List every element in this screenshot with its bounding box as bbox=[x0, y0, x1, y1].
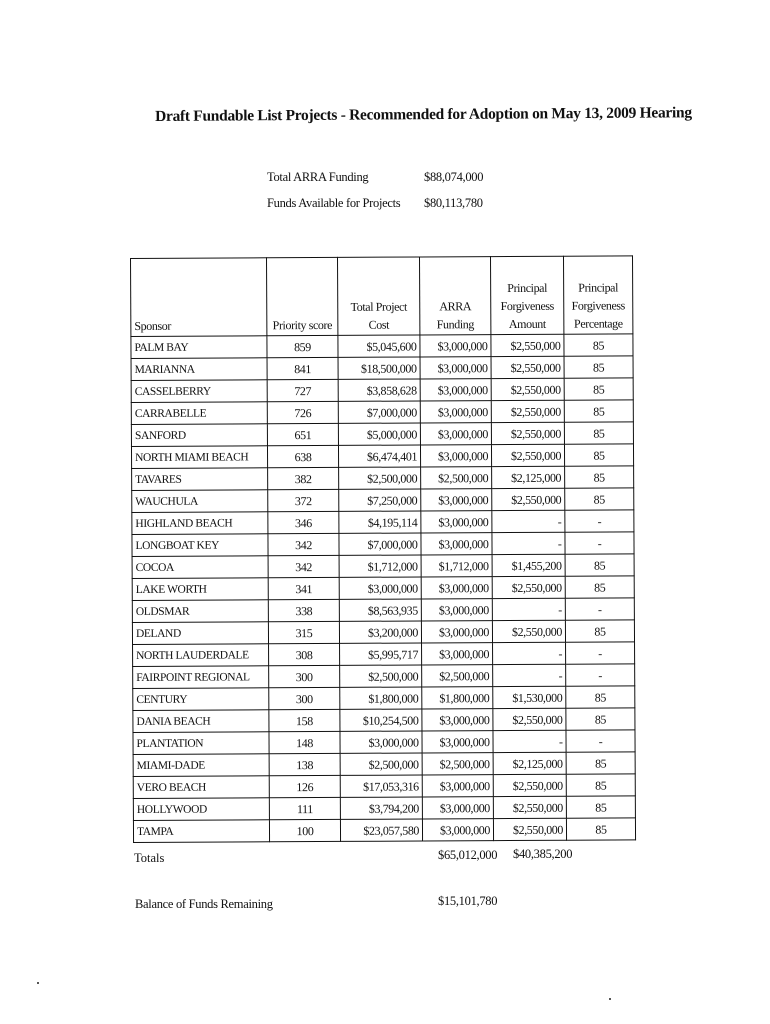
cell-arra-funding: $3,000,000 bbox=[422, 797, 493, 819]
table-row bbox=[133, 642, 635, 667]
cell-sponsor: TAVARES bbox=[132, 468, 268, 491]
cell-total-project-cost: $8,563,935 bbox=[339, 599, 421, 621]
header-total-project-cost: Total Project Cost bbox=[337, 257, 419, 335]
cell-priority-score: 638 bbox=[267, 445, 338, 467]
cell-total-project-cost: $17,053,316 bbox=[340, 775, 422, 797]
cell-priority-score: 372 bbox=[268, 489, 339, 511]
cell-pf-percentage: 85 bbox=[566, 708, 635, 730]
cell-pf-amount: $2,550,000 bbox=[493, 796, 566, 818]
cell-pf-amount: - bbox=[493, 642, 566, 664]
cell-pf-percentage: - bbox=[566, 642, 635, 664]
cell-arra-funding: $3,000,000 bbox=[420, 423, 491, 445]
table-row bbox=[133, 774, 635, 799]
cell-pf-amount: $1,455,200 bbox=[492, 554, 565, 576]
cell-sponsor: MARIANNA bbox=[131, 358, 267, 381]
cell-priority-score: 727 bbox=[267, 379, 338, 401]
cell-pf-percentage: 85 bbox=[565, 554, 634, 576]
table-row bbox=[132, 532, 634, 557]
cell-sponsor: VERO BEACH bbox=[133, 776, 269, 799]
cell-sponsor: CASSELBERRY bbox=[131, 380, 267, 403]
cell-total-project-cost: $5,995,717 bbox=[340, 643, 422, 665]
cell-sponsor: MIAMI-DADE bbox=[133, 754, 269, 777]
table-row bbox=[133, 730, 635, 755]
cell-sponsor: PLANTATION bbox=[133, 732, 269, 755]
cell-sponsor: NORTH LAUDERDALE bbox=[133, 644, 269, 667]
cell-priority-score: 341 bbox=[268, 577, 339, 599]
cell-pf-amount: $2,550,000 bbox=[492, 620, 565, 642]
cell-pf-amount: $1,530,000 bbox=[493, 686, 566, 708]
cell-pf-amount: $2,125,000 bbox=[493, 752, 566, 774]
cell-total-project-cost: $3,200,000 bbox=[339, 621, 421, 643]
cell-pf-percentage: - bbox=[566, 730, 635, 752]
cell-total-project-cost: $3,858,628 bbox=[338, 379, 420, 401]
table-row bbox=[133, 752, 635, 777]
cell-total-project-cost: $18,500,000 bbox=[338, 357, 420, 379]
total-funding-label: Total ARRA Funding bbox=[267, 169, 369, 184]
cell-total-project-cost: $10,254,500 bbox=[340, 709, 422, 731]
cell-pf-amount: $2,125,000 bbox=[492, 466, 565, 488]
cell-total-project-cost: $2,500,000 bbox=[340, 753, 422, 775]
cell-total-project-cost: $2,500,000 bbox=[340, 665, 422, 687]
cell-arra-funding: $2,500,000 bbox=[422, 753, 493, 775]
table-row bbox=[133, 708, 635, 733]
cell-total-project-cost: $23,057,580 bbox=[340, 819, 422, 841]
cell-arra-funding: $3,000,000 bbox=[420, 379, 491, 401]
scan-speck bbox=[37, 982, 39, 984]
cell-arra-funding: $3,000,000 bbox=[421, 489, 492, 511]
totals-pf-amount: $40,385,200 bbox=[513, 847, 573, 861]
cell-pf-percentage: 85 bbox=[564, 356, 633, 378]
cell-priority-score: 651 bbox=[267, 423, 338, 445]
cell-arra-funding: $3,000,000 bbox=[421, 511, 492, 533]
cell-pf-percentage: 85 bbox=[565, 466, 634, 488]
table-row bbox=[133, 796, 635, 821]
cell-priority-score: 138 bbox=[269, 753, 340, 775]
cell-total-project-cost: $7,000,000 bbox=[339, 533, 421, 555]
cell-priority-score: 342 bbox=[268, 555, 339, 577]
cell-priority-score: 338 bbox=[268, 599, 339, 621]
header-pf-percentage: Principal Forgiveness Percentage bbox=[563, 256, 632, 334]
balance-label: Balance of Funds Remaining bbox=[135, 897, 273, 911]
cell-sponsor: COCOA bbox=[132, 556, 268, 579]
total-funding-row bbox=[267, 164, 504, 190]
cell-priority-score: 300 bbox=[269, 665, 340, 687]
table-row bbox=[132, 554, 634, 579]
cell-priority-score: 300 bbox=[269, 687, 340, 709]
cell-arra-funding: $3,000,000 bbox=[420, 401, 491, 423]
cell-pf-percentage: 85 bbox=[565, 620, 634, 642]
cell-pf-percentage: 85 bbox=[564, 378, 633, 400]
table-row bbox=[131, 378, 633, 403]
cell-pf-percentage: - bbox=[565, 598, 634, 620]
cell-total-project-cost: $3,000,000 bbox=[339, 577, 421, 599]
cell-arra-funding: $3,000,000 bbox=[421, 533, 492, 555]
cell-total-project-cost: $7,000,000 bbox=[338, 401, 420, 423]
cell-pf-percentage: 85 bbox=[566, 686, 635, 708]
header-pf-amount: Principal Forgiveness Amount bbox=[490, 256, 563, 334]
cell-sponsor: OLDSMAR bbox=[132, 600, 268, 623]
cell-pf-amount: - bbox=[492, 510, 565, 532]
table-row bbox=[133, 818, 635, 843]
cell-pf-amount: $2,550,000 bbox=[491, 334, 564, 356]
cell-sponsor: CENTURY bbox=[133, 688, 269, 711]
cell-pf-percentage: 85 bbox=[565, 576, 634, 598]
cell-sponsor: SANFORD bbox=[131, 424, 267, 447]
cell-pf-amount: - bbox=[492, 532, 565, 554]
table-header-row bbox=[131, 256, 633, 337]
cell-arra-funding: $3,000,000 bbox=[421, 621, 492, 643]
cell-pf-percentage: - bbox=[565, 510, 634, 532]
cell-sponsor: FAIRPOINT REGIONAL bbox=[133, 666, 269, 689]
cell-arra-funding: $3,000,000 bbox=[420, 445, 491, 467]
cell-pf-amount: $2,550,000 bbox=[493, 708, 566, 730]
table-row bbox=[132, 488, 634, 513]
header-priority-score: Priority score bbox=[267, 257, 338, 335]
cell-pf-amount: $2,550,000 bbox=[491, 378, 564, 400]
cell-pf-amount: - bbox=[493, 730, 566, 752]
cell-pf-amount: $2,550,000 bbox=[492, 576, 565, 598]
cell-pf-percentage: 85 bbox=[566, 796, 635, 818]
table-row bbox=[132, 510, 634, 535]
table-row bbox=[132, 576, 634, 601]
cell-pf-percentage: - bbox=[565, 532, 634, 554]
cell-arra-funding: $1,712,000 bbox=[421, 555, 492, 577]
cell-priority-score: 841 bbox=[267, 357, 338, 379]
cell-pf-percentage: 85 bbox=[565, 488, 634, 510]
cell-arra-funding: $3,000,000 bbox=[420, 335, 491, 357]
projects-table bbox=[130, 255, 636, 843]
cell-arra-funding: $3,000,000 bbox=[422, 731, 493, 753]
cell-pf-percentage: 85 bbox=[564, 334, 633, 356]
cell-total-project-cost: $3,794,200 bbox=[340, 797, 422, 819]
cell-pf-amount: - bbox=[492, 598, 565, 620]
table-row bbox=[131, 444, 633, 469]
table-body bbox=[131, 334, 636, 843]
table-row bbox=[133, 686, 635, 711]
table-row bbox=[132, 598, 634, 623]
cell-pf-amount: - bbox=[493, 664, 566, 686]
cell-priority-score: 126 bbox=[269, 775, 340, 797]
cell-sponsor: PALM BAY bbox=[131, 336, 267, 359]
cell-sponsor: DELAND bbox=[132, 622, 268, 645]
cell-priority-score: 315 bbox=[268, 621, 339, 643]
cell-priority-score: 111 bbox=[269, 797, 340, 819]
cell-pf-percentage: 85 bbox=[564, 400, 633, 422]
cell-total-project-cost: $6,474,401 bbox=[338, 445, 420, 467]
cell-pf-amount: $2,550,000 bbox=[493, 818, 566, 840]
cell-total-project-cost: $3,000,000 bbox=[340, 731, 422, 753]
cell-sponsor: LAKE WORTH bbox=[132, 578, 268, 601]
cell-priority-score: 859 bbox=[267, 335, 338, 357]
cell-total-project-cost: $5,000,000 bbox=[338, 423, 420, 445]
cell-pf-amount: $2,550,000 bbox=[491, 400, 564, 422]
available-funds-row bbox=[267, 190, 504, 216]
cell-pf-percentage: 85 bbox=[564, 422, 633, 444]
balance-value: $15,101,780 bbox=[438, 894, 498, 908]
cell-arra-funding: $3,000,000 bbox=[421, 599, 492, 621]
cell-sponsor: NORTH MIAMI BEACH bbox=[131, 446, 267, 469]
cell-total-project-cost: $7,250,000 bbox=[339, 489, 421, 511]
cell-pf-percentage: 85 bbox=[566, 818, 635, 840]
cell-priority-score: 308 bbox=[269, 643, 340, 665]
total-funding-value: $88,074,000 bbox=[424, 169, 484, 184]
page-title: Draft Fundable List Projects - Recommended for Adoption on May 13, 2009 Hearing bbox=[155, 104, 692, 125]
cell-sponsor: DANIA BEACH bbox=[133, 710, 269, 733]
cell-arra-funding: $2,500,000 bbox=[422, 665, 493, 687]
cell-arra-funding: $3,000,000 bbox=[422, 775, 493, 797]
cell-priority-score: 158 bbox=[269, 709, 340, 731]
cell-pf-percentage: - bbox=[566, 664, 635, 686]
cell-pf-amount: $2,550,000 bbox=[491, 356, 564, 378]
cell-arra-funding: $3,000,000 bbox=[422, 709, 493, 731]
table-row bbox=[131, 400, 633, 425]
cell-sponsor: HOLLYWOOD bbox=[133, 798, 269, 821]
cell-pf-percentage: 85 bbox=[566, 752, 635, 774]
cell-pf-amount: $2,550,000 bbox=[493, 774, 566, 796]
table-row bbox=[131, 334, 633, 359]
cell-priority-score: 100 bbox=[269, 819, 340, 841]
cell-arra-funding: $3,000,000 bbox=[421, 577, 492, 599]
table-row bbox=[133, 664, 635, 689]
cell-arra-funding: $3,000,000 bbox=[422, 643, 493, 665]
table-row bbox=[132, 620, 634, 645]
funding-summary bbox=[267, 164, 504, 216]
cell-arra-funding: $3,000,000 bbox=[420, 357, 491, 379]
available-funds-label: Funds Available for Projects bbox=[267, 195, 401, 210]
cell-pf-amount: $2,550,000 bbox=[491, 422, 564, 444]
table-row bbox=[132, 466, 634, 491]
available-funds-value: $80,113,780 bbox=[424, 195, 483, 210]
table-row bbox=[131, 422, 633, 447]
cell-pf-amount: $2,550,000 bbox=[492, 488, 565, 510]
cell-pf-percentage: 85 bbox=[566, 774, 635, 796]
cell-arra-funding: $3,000,000 bbox=[422, 819, 493, 841]
cell-priority-score: 346 bbox=[268, 511, 339, 533]
scan-speck bbox=[609, 998, 611, 1000]
cell-total-project-cost: $1,800,000 bbox=[340, 687, 422, 709]
cell-arra-funding: $2,500,000 bbox=[421, 467, 492, 489]
cell-sponsor: TAMPA bbox=[133, 820, 269, 843]
header-arra-funding: ARRA Funding bbox=[419, 257, 490, 335]
cell-sponsor: CARRABELLE bbox=[131, 402, 267, 425]
cell-sponsor: LONGBOAT KEY bbox=[132, 534, 268, 557]
cell-total-project-cost: $1,712,000 bbox=[339, 555, 421, 577]
cell-sponsor: WAUCHULA bbox=[132, 490, 268, 513]
cell-priority-score: 342 bbox=[268, 533, 339, 555]
cell-priority-score: 382 bbox=[268, 467, 339, 489]
cell-total-project-cost: $4,195,114 bbox=[339, 511, 421, 533]
cell-priority-score: 148 bbox=[269, 731, 340, 753]
totals-label: Totals bbox=[134, 851, 165, 865]
header-sponsor: Sponsor bbox=[131, 258, 267, 337]
cell-priority-score: 726 bbox=[267, 401, 338, 423]
cell-pf-amount: $2,550,000 bbox=[491, 444, 564, 466]
cell-total-project-cost: $2,500,000 bbox=[339, 467, 421, 489]
cell-total-project-cost: $5,045,600 bbox=[338, 335, 420, 357]
cell-sponsor: HIGHLAND BEACH bbox=[132, 512, 268, 535]
cell-arra-funding: $1,800,000 bbox=[422, 687, 493, 709]
cell-pf-percentage: 85 bbox=[564, 444, 633, 466]
totals-arra-funding: $65,012,000 bbox=[438, 848, 498, 862]
table-row bbox=[131, 356, 633, 381]
